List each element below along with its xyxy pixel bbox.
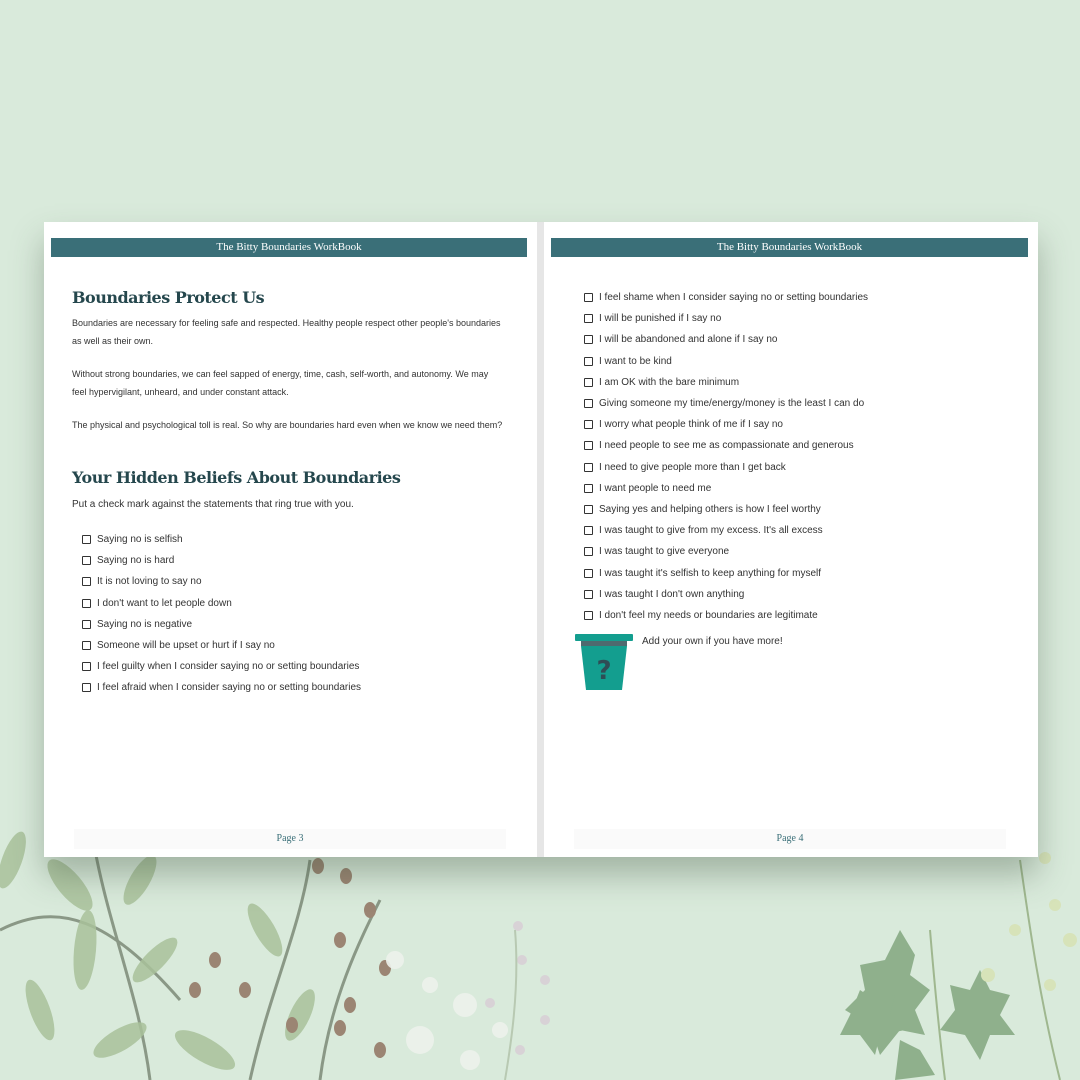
berry-sprigs-decoration	[189, 858, 391, 1058]
checkbox[interactable]	[82, 556, 91, 565]
checklist-item[interactable]	[82, 571, 361, 592]
beliefs-checklist-left	[82, 529, 361, 699]
question-paragraph: The physical and psychological toll is real. So why are boundaries hard even when we know we need them?	[72, 420, 503, 430]
checklist-item[interactable]	[82, 656, 361, 677]
checkbox[interactable]	[584, 505, 593, 514]
checklist-item-label: I feel afraid when I consider saying no or setting boundaries	[97, 682, 362, 694]
checklist-item[interactable]	[82, 677, 361, 698]
checkbox[interactable]	[584, 526, 593, 535]
checklist-item-label: I am OK with the bare minimum	[599, 376, 740, 388]
checkbox[interactable]	[584, 547, 593, 556]
checklist-item[interactable]	[584, 457, 868, 478]
checklist-item-label: Saying no is negative	[97, 618, 193, 630]
instruction-text: Put a check mark against the statements that ring true with you.	[72, 499, 354, 510]
checkbox[interactable]	[584, 335, 593, 344]
checklist-item[interactable]	[584, 541, 868, 562]
checklist-item-label: I was taught to give everyone	[599, 546, 730, 558]
checklist-item[interactable]	[584, 308, 868, 329]
checklist-item-label: I was taught to give from my excess. It's all excess	[599, 525, 823, 537]
heading-hidden-beliefs: Your Hidden Beliefs About Boundaries	[72, 468, 401, 487]
checkbox[interactable]	[82, 535, 91, 544]
checklist-item[interactable]	[584, 351, 868, 372]
checklist-item[interactable]	[584, 605, 868, 626]
checklist-item-label: I was taught it's selfish to keep anything for myself	[599, 567, 822, 579]
checkbox[interactable]	[82, 641, 91, 650]
checklist-item-label: I will be punished if I say no	[599, 313, 722, 325]
checklist-item-label: I need to give people more than I get back	[599, 461, 786, 473]
running-header: The Bitty Boundaries WorkBook	[551, 238, 1028, 257]
checklist-item-label: Saying yes and helping others is how I feel worthy	[599, 503, 821, 515]
checklist-item-label: Someone will be upset or hurt if I say no	[97, 640, 275, 652]
checklist-item[interactable]	[584, 329, 868, 350]
checkbox[interactable]	[584, 293, 593, 302]
checklist-item[interactable]	[584, 414, 868, 435]
page-4	[544, 222, 1038, 857]
checklist-item-label: I don't want to let people down	[97, 597, 232, 609]
checklist-item[interactable]	[584, 478, 868, 499]
checkbox[interactable]	[82, 599, 91, 608]
checklist-item[interactable]	[82, 635, 361, 656]
intro-paragraph: Boundaries are necessary for feeling safe and respected. Healthy people respect other people's boundaries as well as their own.	[72, 318, 501, 346]
page-number: Page 3	[74, 829, 506, 849]
checkbox[interactable]	[82, 620, 91, 629]
checklist-item[interactable]	[82, 550, 361, 571]
question-cup-icon	[575, 634, 633, 692]
consequences-paragraph: Without strong boundaries, we can feel sapped of energy, time, cash, self-worth, and autonomy. We may feel hypervigilant, unheard, and under constant attack.	[72, 369, 489, 397]
checklist-item-label: It is not loving to say no	[97, 576, 202, 588]
lavender-buds-decoration	[485, 921, 550, 1080]
workbook-spread	[44, 222, 1038, 857]
page-number: Page 4	[574, 829, 1006, 849]
checkbox[interactable]	[584, 590, 593, 599]
right-stem-decoration	[930, 860, 1060, 1080]
checkbox[interactable]	[82, 662, 91, 671]
checkbox[interactable]	[82, 577, 91, 586]
checkbox[interactable]	[584, 399, 593, 408]
checklist-item[interactable]	[82, 529, 361, 550]
checkbox[interactable]	[584, 357, 593, 366]
checklist-item[interactable]	[584, 435, 868, 456]
right-oak-leaves-decoration	[840, 930, 1015, 1080]
left-leaves-decoration	[0, 828, 321, 1077]
checklist-item-label: I will be abandoned and alone if I say no	[599, 334, 778, 346]
checklist-item-label: I need people to see me as compassionate and generous	[599, 440, 854, 452]
checklist-item[interactable]	[584, 393, 868, 414]
checklist-item-label: I don't feel my needs or boundaries are legitimate	[599, 609, 818, 621]
checklist-item[interactable]	[584, 287, 868, 308]
page-3	[44, 222, 537, 857]
white-flowers-decoration	[386, 951, 508, 1070]
checklist-item[interactable]	[82, 614, 361, 635]
checklist-item[interactable]	[584, 584, 868, 605]
checklist-item-label: I worry what people think of me if I say no	[599, 419, 783, 431]
checklist-item[interactable]	[584, 499, 868, 520]
checkbox[interactable]	[584, 314, 593, 323]
beliefs-checklist-right	[584, 287, 868, 626]
running-header: The Bitty Boundaries WorkBook	[51, 238, 527, 257]
checklist-item-label: I feel shame when I consider saying no or setting boundaries	[599, 292, 869, 304]
cup-question-mark: ?	[596, 656, 612, 686]
checklist-item-label: I want people to need me	[599, 482, 712, 494]
checkbox[interactable]	[584, 378, 593, 387]
heading-boundaries-protect-us: Boundaries Protect Us	[72, 288, 265, 307]
add-your-own-text: Add your own if you have more!	[642, 636, 783, 647]
checklist-item-label: Giving someone my time/energy/money is the least I can do	[599, 398, 865, 410]
checkbox[interactable]	[584, 569, 593, 578]
checkbox[interactable]	[584, 420, 593, 429]
checkbox[interactable]	[584, 611, 593, 620]
checklist-item[interactable]	[584, 562, 868, 583]
checklist-item-label: I feel guilty when I consider saying no or setting boundaries	[97, 661, 360, 673]
checkbox[interactable]	[584, 441, 593, 450]
checklist-item[interactable]	[584, 520, 868, 541]
checklist-item-label: I want to be kind	[599, 355, 672, 367]
checkbox[interactable]	[82, 683, 91, 692]
checklist-item[interactable]	[82, 593, 361, 614]
checklist-item-label: I was taught I don't own anything	[599, 588, 745, 600]
checklist-item[interactable]	[584, 372, 868, 393]
checklist-item-label: Saying no is hard	[97, 555, 175, 567]
checklist-item-label: Saying no is selfish	[97, 534, 183, 546]
checkbox[interactable]	[584, 484, 593, 493]
checkbox[interactable]	[584, 463, 593, 472]
